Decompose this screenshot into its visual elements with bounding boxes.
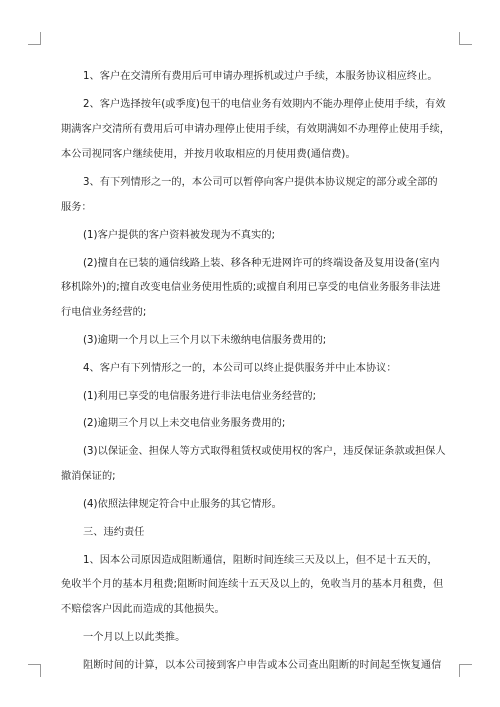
paragraph-line: 1、客户在交清所有费用后可申请办理拆机或过户手续，本服务协议相应终止。: [83, 71, 438, 82]
paragraph-line: 移机除外)的;擅自改变电信业务使用性质的;或擅自利用已享受的电信业务服务非法进: [61, 282, 441, 293]
section-heading: 三、违约责任: [83, 527, 145, 538]
paragraph-line: (2)逾期三个月以上未交电信业务服务费用的;: [83, 418, 286, 429]
paragraph-line: 期满客户交清所有费用后可申请办理停止使用手续，有效期满如不办理停止使用手续，: [61, 124, 451, 135]
paragraph-line: 阻断时间的计算，以本公司接到客户申告或本公司查出阻断的时间起至恢复通信: [83, 660, 442, 671]
paragraph-line: 服务：: [61, 202, 92, 213]
paragraph-line: 3、有下列情形之一的，本公司可以暂停向客户提供本协议规定的部分或全部的: [83, 177, 438, 188]
paragraph-line: (3)以保证金、担保人等方式取得租赁权或使用权的客户，违反保证条款或担保人: [83, 446, 446, 457]
crop-mark-top-right: [459, 32, 472, 45]
paragraph-line: 本公司视同客户继续使用，并按月收取相应的月使用费(通信费)。: [61, 149, 356, 160]
paragraph-line: 1、因本公司原因造成阻断通信，阻断时间连续三天及以上，但不足十五天的，: [83, 555, 438, 566]
paragraph-line: 一个月以上以此类推。: [83, 632, 186, 643]
paragraph-line: (1)利用已享受的电信服务进行非法电信业务经营的;: [83, 391, 317, 402]
crop-mark-top-left: [28, 32, 41, 45]
crop-mark-bottom-right: [459, 664, 472, 677]
paragraph-line: (4)依照法律规定符合中止服务的其它情形。: [83, 499, 282, 510]
paragraph-line: 4、客户有下列情形之一的，本公司可以终止提供服务并中止本协议：: [83, 363, 397, 374]
paragraph-line: 撤消保证的;: [61, 471, 116, 482]
paragraph-line: (3)逾期一个月以上三个月以下未缴纳电信服务费用的;: [83, 335, 327, 346]
paragraph-line: (2)擅自在已装的通信线路上装、移各种无进网许可的终端设备及复用设备(室内: [83, 258, 440, 269]
paragraph-line: 不赔偿客户因此而造成的其他损失。: [61, 604, 225, 615]
crop-mark-bottom-left: [28, 664, 41, 677]
paragraph-line: 行电信业务经营的;: [61, 307, 147, 318]
paragraph-line: 免收半个月的基本月租费;阻断时间连续十五天及以上的，免收当月的基本月租费，但: [61, 579, 444, 590]
paragraph-line: (1)客户提供的客户资料被发现为不真实的;: [83, 230, 276, 241]
paragraph-line: 2、客户选择按年(或季度)包干的电信业务有效期内不能办理停止使用手续，有效: [83, 99, 446, 110]
